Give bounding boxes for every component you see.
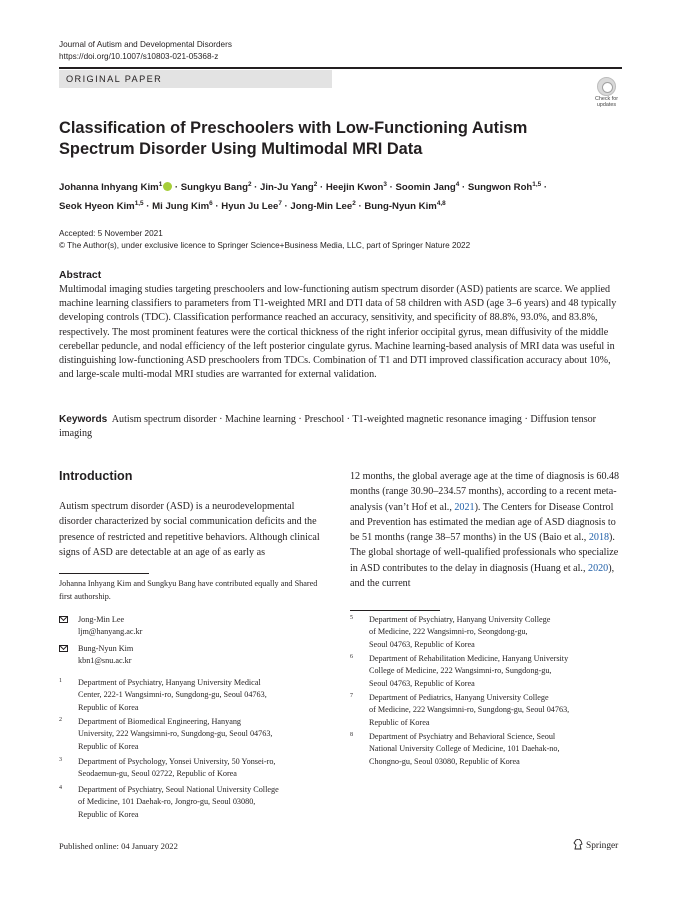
affiliation-number: 5 (350, 615, 353, 621)
affiliation-number: 7 (350, 693, 353, 699)
affiliation-line: Department of Psychiatry, Hanyang University Medical (78, 678, 261, 687)
affiliation-line: Department of Rehabilitation Medicine, Hanyang University (369, 654, 569, 663)
introduction-heading: Introduction (59, 469, 133, 483)
affiliation-line: Department of Psychiatry, Hanyang University College (369, 615, 551, 624)
affiliation-line: of Medicine, 101 Daehak-ro, Jongro-gu, Seoul 03080, (78, 797, 256, 807)
author-affiliation-marker: 2 (313, 181, 318, 188)
affiliation-line: Republic of Korea (78, 702, 139, 712)
affiliation-line: Center, 222-1 Wangsimni-ro, Sungdong-gu, Seoul 04763, (78, 690, 267, 700)
affiliation-line: of Medicine, 222 Wangsimni-ro, Seongdong-gu, (369, 627, 528, 637)
author-list: Johanna Inhyang Kim$^1$ · Sungkyu Bang$^2$ · Jin-Ju Yang$^2$ · Heejin Kwon$^3$ · Soomin Jang$^4$ · Sungwon Roh$^{1,5}$ · Seok Hyeon Kim$^{1,5}$ · Mi Jung Kim$^6$ · Hyun Ju Lee$^7$ · Jong-Min Lee$^2$ · Bung-Nyun Kim$^{4,8}$ (59, 181, 548, 212)
keywords (59, 413, 622, 441)
accepted-date: Accepted: 5 November 2021 (59, 229, 163, 238)
author-affiliation-marker: 1,5 (532, 181, 542, 188)
author[interactable]: Mi Jung Kim (152, 200, 210, 212)
affiliation-line: University, 222 Wangsimni-ro, Sungdong-gu, Seoul 04763, (78, 729, 273, 739)
affiliation-line: of Medicine, 222 Wangsimni-ro, Sungdong-gu, Seoul 04763, (369, 705, 570, 715)
affiliation-number: 1 (59, 678, 62, 684)
springer-horse-icon (573, 839, 583, 850)
correspondent-email[interactable]: ljm@hanyang.ac.kr (78, 627, 143, 637)
published-date: Published online: 04 January 2022 (59, 841, 178, 851)
affiliation-line: Department of Biomedical Engineering, Hanyang (78, 717, 242, 726)
journal-header (59, 39, 232, 62)
affiliations-rule (350, 610, 440, 611)
affiliation-number: 2 (59, 717, 62, 723)
author-affiliation-marker: 6 (209, 199, 213, 207)
section-label: ORIGINAL PAPER (59, 70, 332, 88)
affiliation-line: Department of Psychiatry, Seoul National University College (78, 785, 279, 794)
keywords-text: Autism spectrum disorder · Machine learning · Preschool · T1-weighted magnetic resonance imaging · Diffusion tensor imaging (59, 414, 597, 440)
doi-link[interactable]: https://doi.org/10.1007/s10803-021-05368-z (59, 51, 219, 61)
abstract-text: Multimodal imaging studies targeting preschoolers and low-functioning autism spectrum disorder (ASD) patients are scarce. We applied machine learning classifiers to parameters from T1-weighted MRI and DTI data of 58 children with ASD (age 3–6 years) and 48 typically developing controls (TDC). Classification performance reached an accuracy, sensitivity, and specificity of 88.8%, 93.0%, and 83.8%, respectively. The most prominent features were the cortical thickness of the right inferior occipital gyrus, mean diffusivity of the middle cerebellar peduncle, and nodal efficiency of the left posterior cingulate gyrus. Machine learning-based analysis of MRI data was useful in distinguishing low-functioning ASD preschoolers from TDCs. Combination of T1 and DTI improved classification accuracy about 10%, and large-scale multi-modal MRI studies are warranted for external validation. (59, 284, 617, 381)
author[interactable]: Seok Hyeon Kim (59, 200, 135, 212)
affiliation-number: 8 (350, 732, 353, 738)
abstract-heading: Abstract (59, 270, 102, 281)
citation-link[interactable]: 2018 (588, 532, 610, 544)
author-affiliation-marker: 7 (278, 199, 282, 207)
author[interactable]: Soomin Jang (395, 182, 456, 194)
author-affiliation-marker: 2 (352, 199, 356, 207)
journal-name: Journal of Autism and Developmental Disorders (59, 40, 232, 49)
author-affiliation-marker: 4,8 (436, 199, 446, 207)
affiliation-number: 4 (59, 785, 62, 791)
badge-line-1: Check for (594, 96, 619, 102)
correspondent-name: Bung-Nyun Kim (78, 644, 134, 653)
intro-column-2: 12 months, the global average age at the time of diagnosis is 60.48 months (range 30.90–234.57 months), according to a recent meta-analysis (van’t Hof et al., 2021). The Centers for Disease Control and Prevention has estimated the median age of ASD diagnosis to be 51 months (range 38–57 months) in the US (Baio et al., 2018). The global shortage of well-qualified professionals who specialize in ASD contributes to the delay in diagnosis (Huang et al., 2020), and the current (350, 471, 620, 590)
affiliation-line: Republic of Korea (78, 741, 139, 751)
citation-link[interactable]: 2020 (588, 562, 609, 574)
copyright-line: © The Author(s), under exclusive licence to Springer Science+Business Media, LLC, part of Springer Nature 2022 (59, 240, 471, 250)
intro-column-1: Autism spectrum disorder (ASD) is a neurodevelopmental disorder characterized by social communication deficits and the presence of restricted and repetitive behaviors. Although clinical signs of ASD are detectable at an age of as early as (59, 501, 320, 558)
orcid-icon[interactable] (163, 182, 172, 191)
author[interactable]: Jong-Min Lee (290, 200, 353, 212)
publisher-logo (573, 839, 618, 851)
affiliation-line: College of Medicine, 222 Wangsimni-ro, Sungdong-gu, (369, 666, 552, 676)
correspondent-name: Jong-Min Lee (78, 615, 125, 624)
author[interactable]: Sungkyu Bang (180, 182, 248, 194)
affiliation-line: Republic of Korea (78, 809, 139, 819)
correspondent-email[interactable]: kbn1@snu.ac.kr (78, 656, 132, 666)
author[interactable]: Heejin Kwon (325, 182, 384, 194)
author-affiliation-marker: 3 (383, 181, 387, 188)
header-rule (59, 67, 622, 69)
affiliation-line: Chongno-gu, Seoul 03080, Republic of Korea (369, 756, 520, 766)
affiliation-number: 6 (350, 654, 353, 660)
envelope-icon (59, 616, 68, 623)
affiliation-line: Republic of Korea (369, 717, 430, 727)
footnote: Johanna Inhyang Kim and Sungkyu Bang have contributed equally and Shared first authorship. (59, 579, 318, 601)
author-affiliation-marker: 1 (158, 181, 163, 188)
citation-link[interactable]: 2021 (454, 501, 475, 513)
affiliation-line: National University College of Medicine, 101 Daehak-no, (369, 744, 560, 754)
author-affiliation-marker: 4 (455, 181, 460, 188)
author[interactable]: Jin-Ju Yang (260, 182, 314, 194)
badge-line-2: updates (596, 102, 617, 108)
envelope-icon (59, 645, 68, 652)
affiliation-line: Seodaemun-gu, Seoul 02722, Republic of Korea (78, 769, 237, 779)
footnote-rule (59, 573, 149, 574)
article-dates (59, 228, 470, 252)
affiliation-line: Department of Psychology, Yonsei University, 50 Yonsei-ro, (78, 757, 276, 766)
author[interactable]: Hyun Ju Lee (221, 200, 279, 212)
affiliation-line: Seoul 04763, Republic of Korea (369, 639, 475, 649)
paper-title: Classification of Preschoolers with Low-Functioning Autism Spectrum Disorder Using Multimodal MRI Data (59, 119, 528, 158)
author[interactable]: Bung-Nyun Kim (364, 200, 437, 212)
check-updates-icon (597, 77, 616, 96)
keywords-label: Keywords (59, 414, 108, 425)
publisher-name: Springer (586, 841, 619, 851)
author[interactable]: Sungwon Roh (467, 182, 533, 194)
check-for-updates-badge[interactable] (590, 77, 623, 109)
affiliation-line: Department of Psychiatry and Behavioral Science, Seoul (369, 732, 556, 741)
affiliation-line: Seoul 04763, Republic of Korea (369, 678, 475, 688)
author[interactable]: Johanna Inhyang Kim (59, 182, 159, 194)
affiliation-line: Department of Pediatrics, Hanyang University College (369, 693, 549, 702)
affiliation-number: 3 (59, 757, 62, 763)
author-affiliation-marker: 2 (247, 181, 252, 188)
author-affiliation-marker: 1,5 (134, 199, 144, 207)
